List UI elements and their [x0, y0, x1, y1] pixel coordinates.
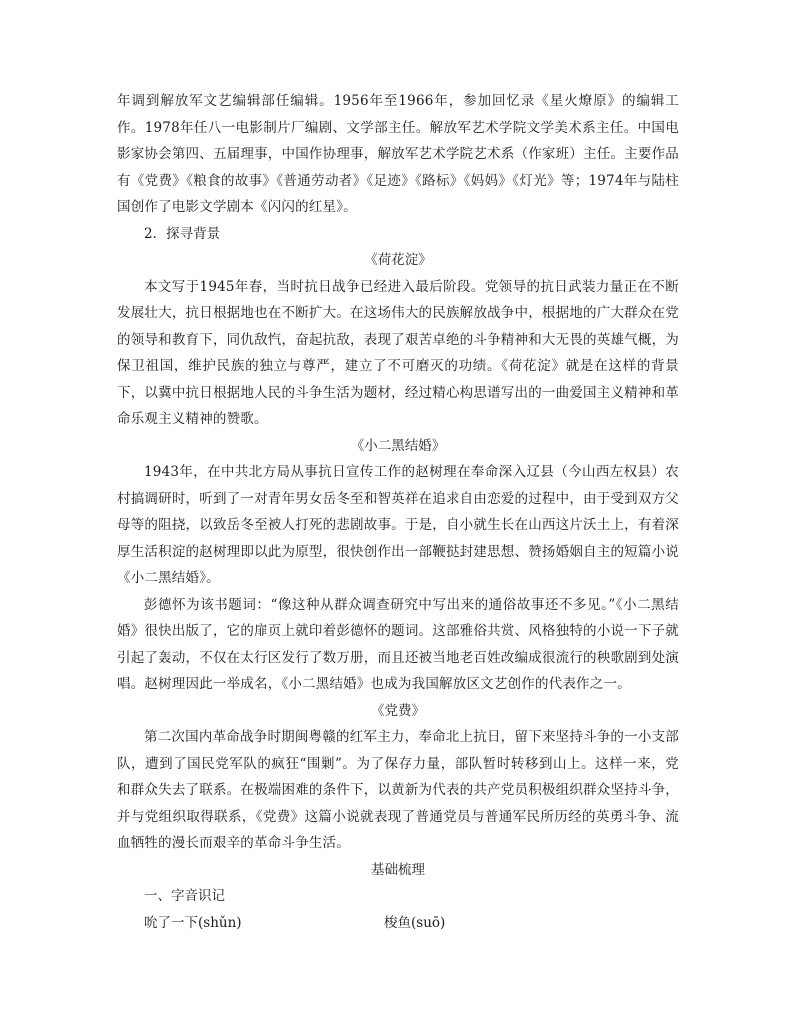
- work-paragraph: 第二次国内革命战争时期闽粤赣的红军主力，奉命北上抗日，留下来坚持斗争的一小支部队，遭到了国民党军队的疯狂“围剿”。为了保存力量，部队暂时转移到山上。这样一来，党和群众失去了联系。在极端困难的条件下，以黄新为代表的共产党员积极组织群众坚持斗争，并与党组织取得联系，《党费》这篇小说就表现了普通党员与普通军民所历经的英勇斗争、流血牺牲的漫长而艰辛的革命斗争生活。: [117, 729, 679, 851]
- work-paragraph: 1943年，在中共北方局从事抗日宣传工作的赵树理在奉命深入辽县（今山西左权县）农村搞调研时，听到了一对青年男女岳冬至和智英祥在追求自由恋爱的过程中，由于受到双方父母等的阻挠，以致岳冬至被人打死的悲剧故事。于是，自小就生长在山西这片沃土上，有着深厚生活积淀的赵树理即以此为原型，很快创作出一部鞭挞封建思想、赞扬婚姻自主的短篇小说《小二黑结婚》。: [117, 464, 679, 586]
- basics-title: 基础梳理: [371, 861, 425, 878]
- work-paragraph: 彭德怀为该书题词：“像这种从群众调查研究中写出来的通俗故事还不多见。”《小二黑结婚》很快出版了，它的扉页上就印着彭德怀的题词。这部雅俗共赏、风格独特的小说一下子就引起了轰动，不仅在太行区发行了数万册，而且还被当地老百姓改编成很流行的秧歌剧到处演唱。赵树理因此一举成名，《小二黑结婚》也成为我国解放区文艺创作的代表作之一。: [117, 596, 679, 692]
- work-title: 《党费》: [371, 702, 425, 719]
- vocab-row: [117, 910, 679, 937]
- vocab-item: 梭鱼(suō): [384, 914, 446, 931]
- work-section-xiaoerhei: [117, 433, 679, 698]
- vocab-item: 吮了一下(shǔn): [144, 914, 242, 931]
- document-body: [117, 88, 679, 936]
- work-paragraph: 本文写于1945年春，当时抗日战争已经进入最后阶段。党领导的抗日武装力量正在不断发展壮大，抗日根据地也在不断扩大。在这场伟大的民族解放战争中，根据地的广大群众在党的领导和教育下，同仇敌忾，奋起抗敌，表现了艰苦卓绝的斗争精神和大无畏的英雄气概，为保卫祖国，维护民族的独立与尊严，建立了不可磨灭的功绩。《荷花淀》就是在这样的背景下，以冀中抗日根据地人民的斗争生活为题材，经过精心构思谱写出的一曲爱国主义精神和革命乐观主义精神的赞歌。: [117, 278, 679, 427]
- intro-paragraph: 年调到解放军文艺编辑部任编辑。1956年至1966年，参加回忆录《星火燎原》的编辑工作。1978年任八一电影制片厂编剧、文学部主任。解放军艺术学院文学美术系主任。中国电影家协会第四、五届理事，中国作协理事，解放军艺术学院艺术系（作家班）主任。主要作品有《党费》《粮食的故事》《普通劳动者》《足迹》《路标》《妈妈》《灯光》等；1974年与陆柱国创作了电影文学剧本《闪闪的红星》。: [117, 93, 679, 215]
- char-section-heading: 一、字音识记: [144, 888, 225, 904]
- work-section-dangfei: [117, 698, 679, 857]
- work-title: 《荷花淀》: [364, 252, 432, 268]
- section-heading-background: 2．探寻背景: [144, 225, 221, 242]
- work-section-hehuadian: [117, 247, 679, 433]
- work-title: 《小二黑结婚》: [350, 437, 446, 454]
